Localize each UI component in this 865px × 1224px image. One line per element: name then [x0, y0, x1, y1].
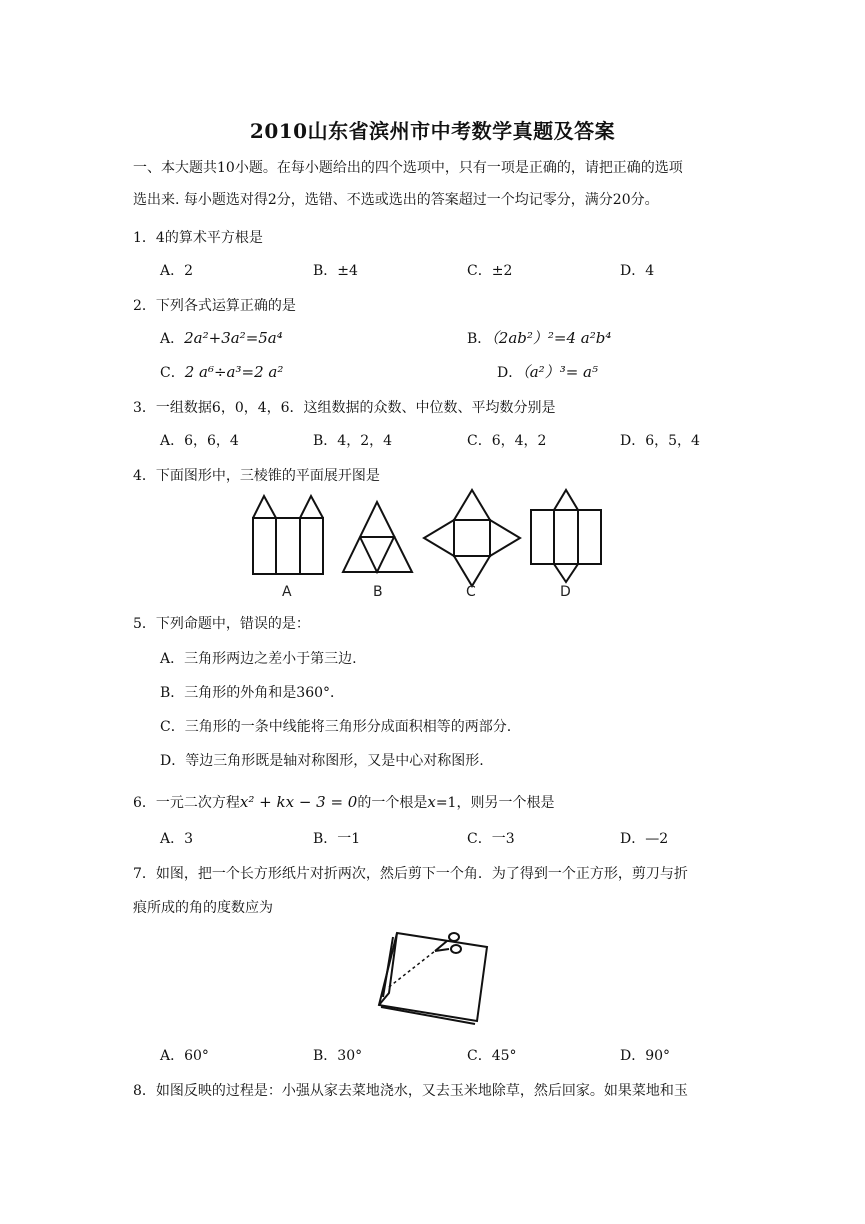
q6-equation: x² + kx − 3 = 0	[239, 793, 358, 811]
q6-stem-post: =1，则另一个根是	[435, 795, 555, 811]
q5-option-b: B．三角形的外角和是360°．	[160, 685, 345, 701]
q4-nets-figure	[0, 480, 865, 620]
q6-stem-mid: 的一个根是	[357, 795, 428, 811]
q7-stem-line-2: 痕所成的角的度数应为	[133, 900, 273, 916]
q2-option-a-letter: A．	[160, 331, 185, 347]
q6-option-d: D．—2	[620, 831, 669, 847]
q8-stem-line-1: 8．如图反映的过程是：小强从家去菜地浇水，又去玉米地除草，然后回家。如果菜地和玉	[133, 1083, 688, 1099]
q3-option-b: B．4，2，4	[313, 433, 393, 449]
q2-option-d-formula: （a²）³= a⁵	[522, 363, 598, 381]
q3-option-c: C．6，4，2	[467, 433, 547, 449]
intro-line-1: 一、本大题共10小题。在每小题给出的四个选项中，只有一项是正确的，请把正确的选项	[133, 160, 683, 176]
net-b-shape	[343, 502, 412, 572]
q2-stem: 2．下列各式运算正确的是	[133, 298, 296, 314]
q2-option-d	[497, 362, 598, 383]
q1-option-d: D．4	[620, 263, 655, 279]
q2-option-a	[160, 328, 283, 349]
q2-option-c-formula: 2 a⁶÷a³=2 a²	[184, 363, 284, 381]
q6-option-b: B．一1	[313, 831, 361, 847]
q6-option-a: A．3	[160, 831, 194, 847]
net-c-shape	[424, 490, 520, 586]
q1-option-b: B．±4	[313, 263, 358, 279]
q1-option-c: C．±2	[467, 263, 513, 279]
q6-option-c: C．一3	[467, 831, 515, 847]
q7-option-a: A．60°	[160, 1048, 209, 1064]
q3-option-a: A．6，6，4	[160, 433, 239, 449]
net-label-d: D	[560, 584, 571, 600]
q5-option-a: A．三角形两边之差小于第三边.	[160, 651, 357, 667]
intro-line-2: 选出来. 每小题选对得2分，选错、不选或选出的答案超过一个均记零分，满分20分。	[133, 192, 659, 208]
q7-stem-line-1: 7．如图，把一个长方形纸片对折两次，然后剪下一个角．为了得到一个正方形，剪刀与折	[133, 866, 688, 882]
q7-option-d: D．90°	[620, 1048, 671, 1064]
q2-option-b-letter: B．	[467, 331, 492, 347]
q7-option-c: C．45°	[467, 1048, 517, 1064]
q6-stem-pre: 6．一元二次方程	[133, 795, 240, 811]
folded-paper-scissors-figure	[375, 923, 515, 1033]
net-label-c: C	[466, 584, 476, 600]
net-a-shape	[253, 496, 323, 574]
q1-stem: 1．4的算术平方根是	[133, 230, 263, 246]
q4-stem: 4．下面图形中，三棱锥的平面展开图是	[133, 468, 380, 484]
page-title: 2010山东省滨州市中考数学真题及答案	[249, 119, 616, 143]
q5-stem: 5．下列命题中，错误的是：	[133, 616, 310, 632]
q5-option-c: C．三角形的一条中线能将三角形分成面积相等的两部分.	[160, 719, 512, 735]
q1-option-a: A．2	[160, 263, 194, 279]
q5-option-d: D．等边三角形既是轴对称图形，又是中心对称图形.	[160, 753, 484, 769]
net-d-shape	[531, 490, 601, 582]
q6-root-variable: x	[427, 793, 436, 811]
q2-option-b-formula: （2ab²）²=4 a²b⁴	[491, 329, 612, 347]
q2-option-c	[160, 362, 283, 383]
q2-option-a-formula: 2a²+3a²=5a⁴	[184, 329, 283, 347]
net-label-b: B	[373, 584, 383, 600]
q2-option-d-letter: D．	[497, 365, 523, 381]
q2-option-c-letter: C．	[160, 365, 185, 381]
net-label-a: A	[282, 584, 292, 600]
q3-option-d: D．6，5，4	[620, 433, 700, 449]
q2-option-b	[467, 328, 611, 349]
q3-stem: 3．一组数据6，0，4，6．这组数据的众数、中位数、平均数分别是	[133, 400, 556, 416]
q6-stem	[133, 792, 554, 813]
q7-option-b: B．30°	[313, 1048, 363, 1064]
